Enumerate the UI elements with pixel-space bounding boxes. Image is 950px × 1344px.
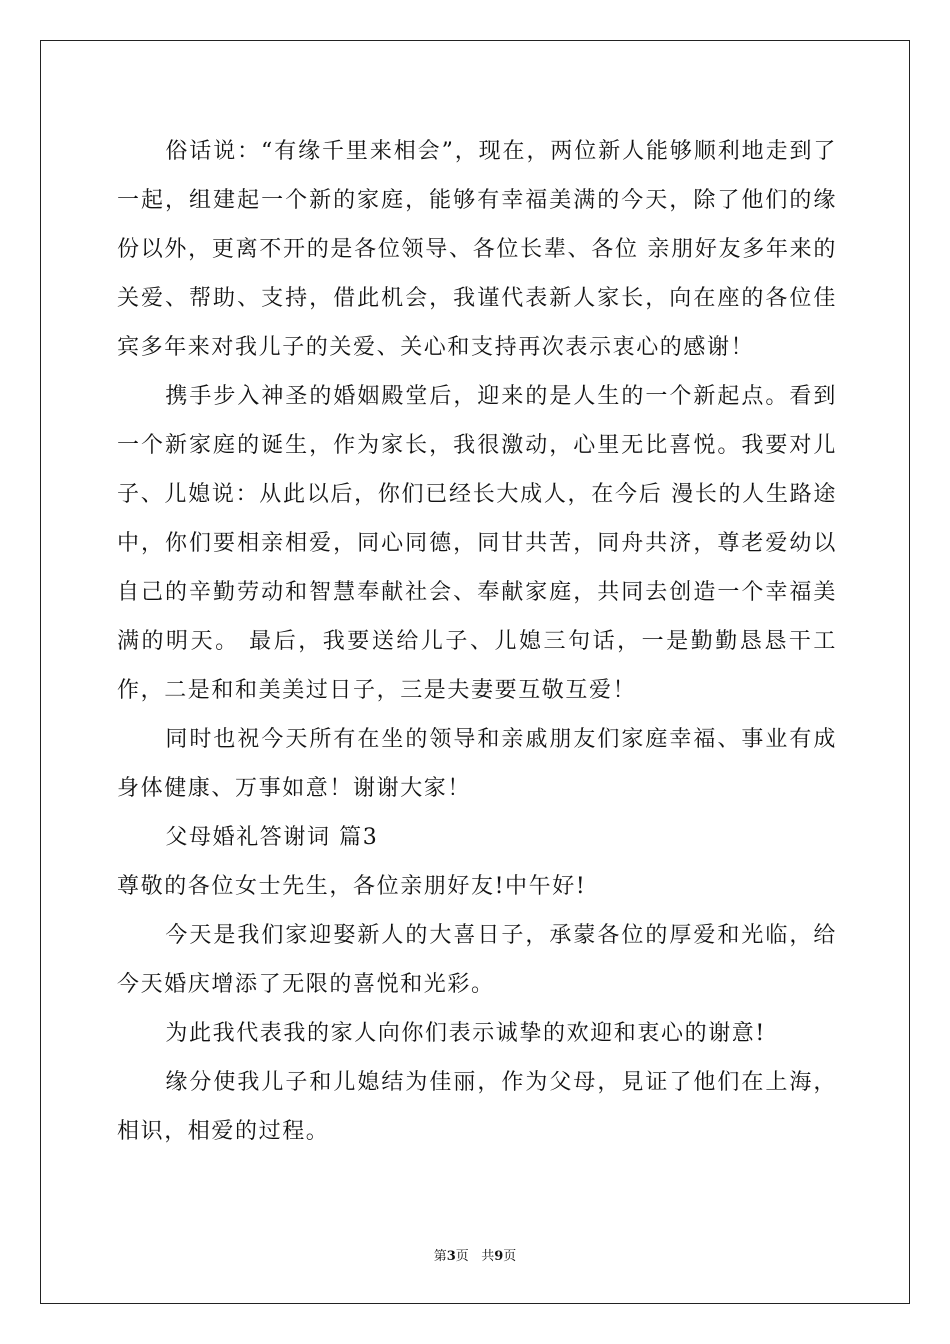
section-heading: 父母婚礼答谢词 篇3 [165,825,379,850]
paragraph-2: 携手步入神圣的婚姻殿堂后，迎来的是人生的一个新起点。看到一个新家庭的诞生，作为家长，我很激动，心里无比喜悦。我要对儿子、儿媳说：从此以后，你们已经长大成人，在今后 漫长的人生路途中，你们要相亲相爱，同心同德，同甘共苦，同舟共济，尊老爱幼以自己的辛勤劳动和智慧奉献社会、奉献家庭，共同去创造一个幸福美满的明天。 最后，我要送给儿子、儿媳三句话，一是勤勤恳恳干工作，二是和和美美过日子，三是夫妻要互敬互爱！ [117,384,837,703]
total-page-count: 9 [494,1249,504,1264]
footer-page-unit: 页 [455,1249,469,1264]
paragraph-5: 为此我代表我的家人向你们表示诚挚的欢迎和衷心的谢意! [165,1021,766,1046]
paragraph-4: 今天是我们家迎娶新人的大喜日子，承蒙各位的厚爱和光临，给今天婚庆增添了无限的喜悦和光彩。 [117,923,837,997]
paragraph-1: 俗话说：“有缘千里来相会”，现在，两位新人能够顺利地走到了一起，组建起一个新的家庭，能够有幸福美满的今天，除了他们的缘份以外，更离不开的是各位领导、各位长辈、各位 亲朋好友多年来的关爱、帮助、支持，借此机会，我谨代表新人家长，向在座的各位佳宾多年来对我儿子的关爱、关心和支持再次表示衷心的感谢！ [117,139,837,360]
paragraph-6: 缘分使我儿子和儿媳结为佳丽，作为父母，見证了他们在上海，相识，相爱的过程。 [117,1070,837,1144]
greeting: 尊敬的各位女士先生，各位亲朋好友!中午好! [117,874,587,899]
document-body [117,127,837,1156]
footer-prefix: 第 [433,1249,447,1264]
page-footer [0,1245,950,1264]
footer-total-unit: 页 [503,1249,517,1264]
current-page-number: 3 [446,1249,456,1264]
paragraph-3: 同时也祝今天所有在坐的领导和亲戚朋友们家庭幸福、事业有成身体健康、万事如意！谢谢大家！ [117,727,837,801]
footer-total-prefix: 共 [481,1249,495,1264]
